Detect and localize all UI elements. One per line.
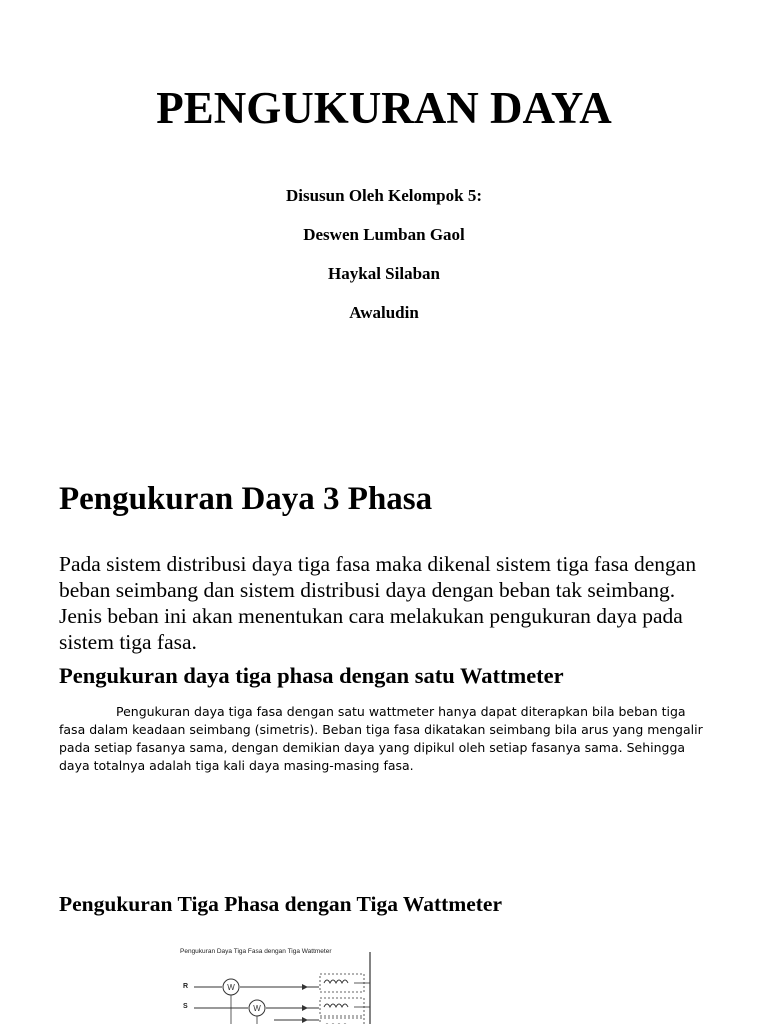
group-label: Disusun Oleh Kelompok 5: <box>285 186 482 205</box>
subsection-heading-three-wattmeter: Pengukuran Tiga Phasa dengan Tiga Wattmeter <box>59 892 503 916</box>
svg-text:W: W <box>253 1004 261 1013</box>
subsection-heading-one-wattmeter: Pengukuran daya tiga phasa dengan satu Wattmeter <box>59 663 564 688</box>
circuit-diagram-figure <box>174 944 384 1024</box>
figure-caption: Pengukuran Daya Tiga Fasa dengan Tiga Wattmeter <box>180 948 332 955</box>
author-block <box>0 186 768 342</box>
author-name: Haykal Silaban <box>328 264 440 283</box>
section-paragraph: Pada sistem distribusi daya tiga fasa maka dikenal sistem tiga fasa dengan beban seimbang dan sistem distribusi daya dengan beban tak seimbang. Jenis beban ini akan menentukan cara melakukan pengukuran daya pada sistem tiga fasa. <box>59 552 697 654</box>
svg-text:W: W <box>227 983 235 992</box>
document-title: PENGUKURAN DAYA <box>156 83 612 133</box>
phase-label-s: S <box>183 1003 188 1010</box>
subsection-paragraph: Pengukuran daya tiga fasa dengan satu wattmeter hanya dapat diterapkan bila beban tiga fasa dalam keadaan seimbang (simetris). Beban tiga fasa dikatakan seimbang bila arus yang mengalir pada setiap fasanya sama, dengan demikian daya yang dipikul oleh setiap fasanya sama. Sehingga daya totalnya adalah tiga kali daya masing-masing fasa. <box>59 704 703 773</box>
section-heading: Pengukuran Daya 3 Phasa <box>59 481 433 517</box>
author-name: Awaludin <box>349 303 419 322</box>
phase-label-r: R <box>183 983 189 990</box>
circuit-diagram <box>174 944 384 1024</box>
author-name: Deswen Lumban Gaol <box>303 225 465 244</box>
